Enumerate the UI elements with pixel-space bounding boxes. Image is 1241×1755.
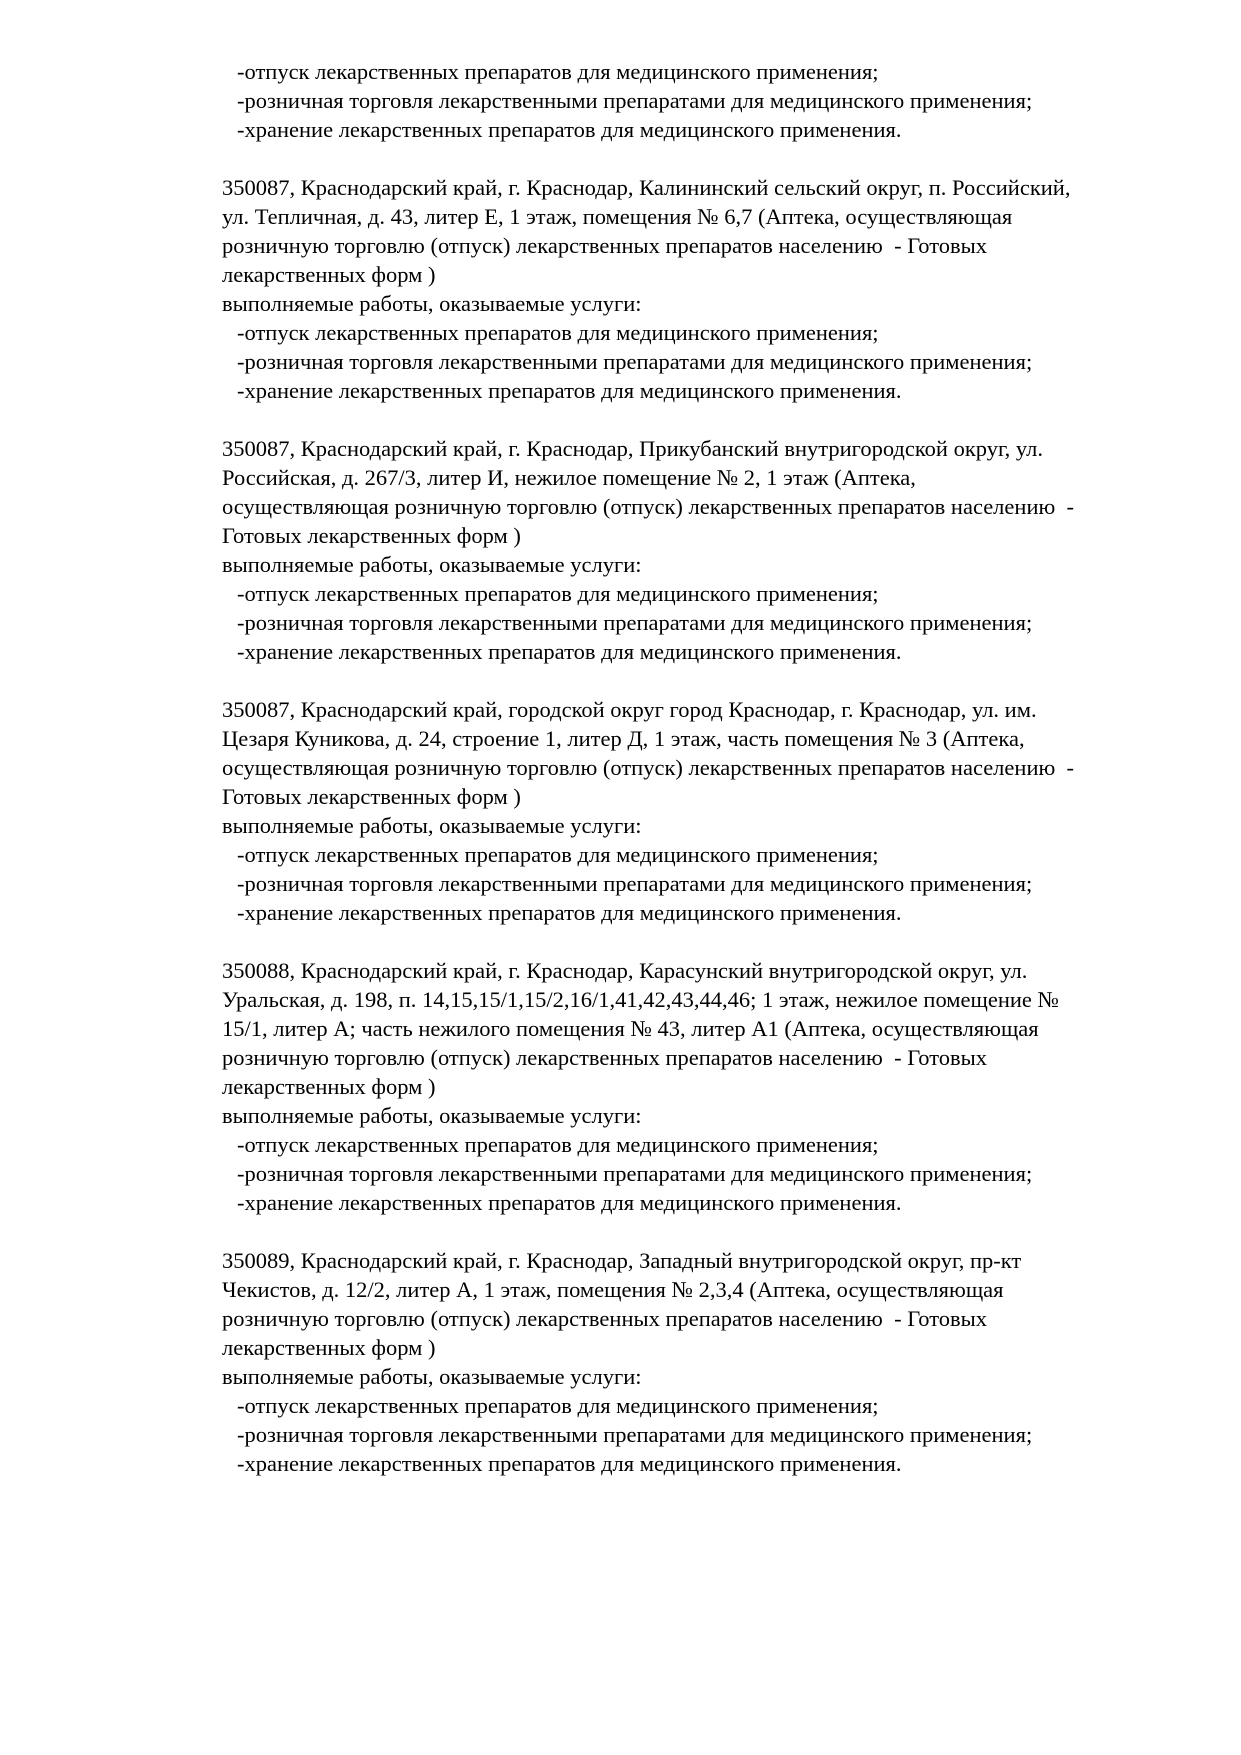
service-item: -отпуск лекарственных препаратов для медицинского применения; [237,842,879,867]
address-line: Цезаря Куникова, д. 24, строение 1, литер Д, 1 этаж, часть помещения № 3 (Аптека, [222,726,1025,751]
address-block [222,695,1182,927]
address-line: Уральская, д. 198, п. 14,15,15/1,15/2,16/1,41,42,43,44,46; 1 этаж, нежилое помещение № [222,987,1059,1012]
works-label: выполняемые работы, оказываемые услуги: [222,813,642,838]
service-item: -хранение лекарственных препаратов для медицинского применения. [237,1451,902,1476]
address-line: осуществляющая розничную торговлю (отпуск) лекарственных препаратов населению - [222,494,1075,519]
address-line: 350089, Краснодарский край, г. Краснодар, Западный внутригородской округ, пр-кт [222,1248,1022,1273]
service-item: -отпуск лекарственных препаратов для медицинского применения; [237,1132,879,1157]
service-item: -хранение лекарственных препаратов для медицинского применения. [237,639,902,664]
service-item: -отпуск лекарственных препаратов для медицинского применения; [237,59,879,84]
service-item: -розничная торговля лекарственными препаратами для медицинского применения; [237,88,1033,113]
address-line: розничную торговлю (отпуск) лекарственных препаратов населению - Готовых [222,1306,987,1331]
service-item: -хранение лекарственных препаратов для медицинского применения. [237,117,902,142]
address-line: лекарственных форм ) [222,262,436,287]
address-line: осуществляющая розничную торговлю (отпуск) лекарственных препаратов населению - [222,755,1075,780]
address-line: 350087, Краснодарский край, г. Краснодар, Прикубанский внутригородской округ, ул. [222,436,1044,461]
service-item: -отпуск лекарственных препаратов для медицинского применения; [237,1393,879,1418]
works-label: выполняемые работы, оказываемые услуги: [222,1103,642,1128]
address-line: 15/1, литер А; часть нежилого помещения № 43, литер А1 (Аптека, осуществляющая [222,1016,1039,1041]
address-line: 350088, Краснодарский край, г. Краснодар, Карасунский внутригородской округ, ул. [222,958,1028,983]
address-block [222,434,1182,666]
works-label: выполняемые работы, оказываемые услуги: [222,552,642,577]
service-item: -розничная торговля лекарственными препаратами для медицинского применения; [237,349,1033,374]
address-line: розничную торговлю (отпуск) лекарственных препаратов населению - Готовых [222,1045,987,1070]
address-block [222,173,1182,405]
address-line: Чекистов, д. 12/2, литер А, 1 этаж, помещения № 2,3,4 (Аптека, осуществляющая [222,1277,1004,1302]
document-page [222,57,1182,1478]
service-item: -розничная торговля лекарственными препаратами для медицинского применения; [237,610,1033,635]
service-item: -хранение лекарственных препаратов для медицинского применения. [237,1190,902,1215]
address-line: Готовых лекарственных форм ) [222,784,521,809]
address-block [222,1246,1182,1478]
address-line: ул. Тепличная, д. 43, литер Е, 1 этаж, помещения № 6,7 (Аптека, осуществляющая [222,204,1013,229]
address-line: розничную торговлю (отпуск) лекарственных препаратов населению - Готовых [222,233,987,258]
works-label: выполняемые работы, оказываемые услуги: [222,1364,642,1389]
service-item: -розничная торговля лекарственными препаратами для медицинского применения; [237,871,1033,896]
address-line: лекарственных форм ) [222,1335,436,1360]
top-services-list [222,57,1182,144]
service-item: -отпуск лекарственных препаратов для медицинского применения; [237,320,879,345]
address-line: Готовых лекарственных форм ) [222,523,521,548]
service-item: -розничная торговля лекарственными препаратами для медицинского применения; [237,1422,1033,1447]
address-line: Российская, д. 267/3, литер И, нежилое помещение № 2, 1 этаж (Аптека, [222,465,916,490]
works-label: выполняемые работы, оказываемые услуги: [222,291,642,316]
address-line: лекарственных форм ) [222,1074,436,1099]
service-item: -отпуск лекарственных препаратов для медицинского применения; [237,581,879,606]
address-block [222,956,1182,1217]
address-line: 350087, Краснодарский край, г. Краснодар, Калининский сельский округ, п. Российский, [222,175,1071,200]
service-item: -розничная торговля лекарственными препаратами для медицинского применения; [237,1161,1033,1186]
service-item: -хранение лекарственных препаратов для медицинского применения. [237,378,902,403]
service-item: -хранение лекарственных препаратов для медицинского применения. [237,900,902,925]
address-line: 350087, Краснодарский край, городской округ город Краснодар, г. Краснодар, ул. им. [222,697,1037,722]
